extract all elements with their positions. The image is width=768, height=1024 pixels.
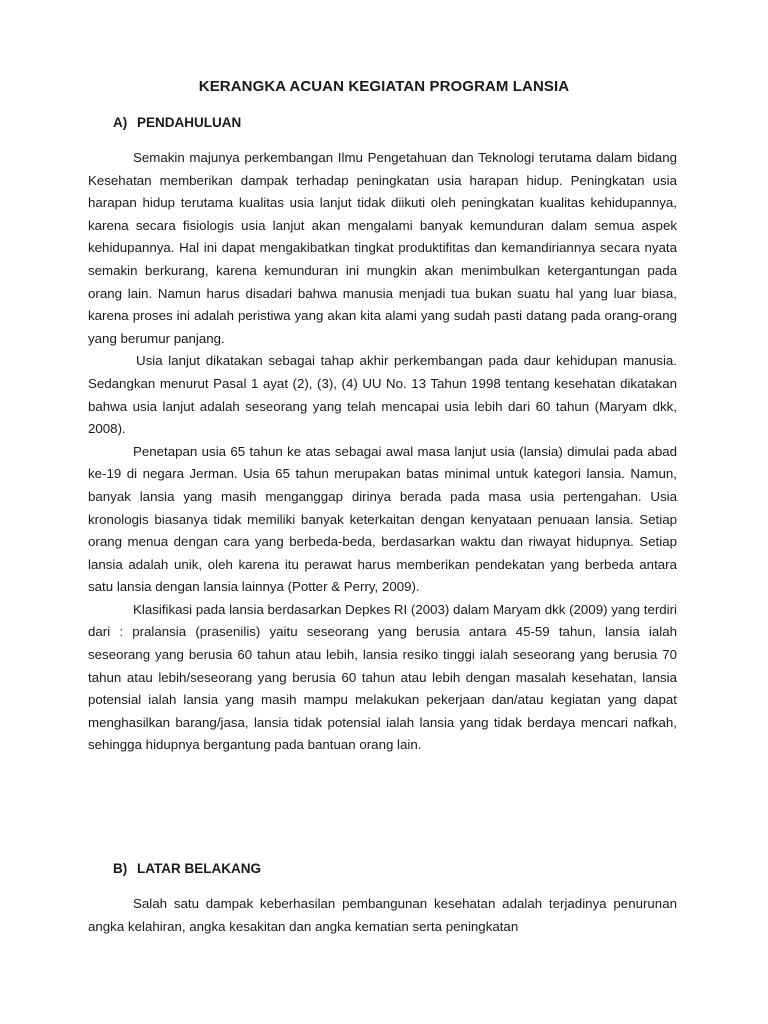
section-heading-pendahuluan bbox=[113, 115, 241, 130]
section-number: B) bbox=[113, 861, 128, 876]
paragraph: Semakin majunya perkembangan Ilmu Pengetahuan dan Teknologi terutama dalam bidang Kesehatan memberikan dampak terhadap peningkatan usia harapan hidup. Peningkatan usia harapan hidup terutama kualitas usia lanjut tidak diikuti oleh peningkatan kualitas kehidupannya, karena secara fisiologis usia lanjut akan mengalami banyak kemunduran dalam semua aspek kehidupannya. Hal ini dapat mengakibatkan tingkat produktifitas dan kemandiriannya secara nyata semakin berkurang, karena kemunduran ini mungkin akan menimbulkan ketergantungan pada orang lain. Namun harus disadari bahwa manusia menjadi tua bukan suatu hal yang luar biasa, karena proses ini adalah peristiwa yang akan kita alami yang sudah pasti datang pada orang-orang yang berumur panjang. bbox=[88, 150, 677, 346]
section-title: LATAR BELAKANG bbox=[137, 861, 261, 876]
paragraph: Usia lanjut dikatakan sebagai tahap akhir perkembangan pada daur kehidupan manusia. Sedangkan menurut Pasal 1 ayat (2), (3), (4) UU No. 13 Tahun 1998 tentang kesehatan dikatakan bahwa usia lanjut adalah seseorang yang telah mencapai usia lebih dari 60 tahun (Maryam dkk, 2008). bbox=[88, 353, 677, 437]
paragraph: Penetapan usia 65 tahun ke atas sebagai awal masa lanjut usia (lansia) dimulai pada abad ke-19 di negara Jerman. Usia 65 tahun merupakan batas minimal untuk kategori lansia. Namun, banyak lansia yang masih menganggap dirinya berada pada masa usia pertengahan. Usia kronologis biasanya tidak memiliki banyak keterkaitan dengan kenyataan penuaan lansia. Setiap orang menua dengan cara yang berbeda-beda, berdasarkan waktu dan riwayat hidupnya. Setiap lansia adalah unik, oleh karena itu perawat harus memberikan pendekatan yang berbeda antara satu lansia dengan lansia lainnya (Potter & Perry, 2009). bbox=[88, 443, 677, 595]
paragraph: Klasifikasi pada lansia berdasarkan Depkes RI (2003) dalam Maryam dkk (2009) yang terdiri dari : pralansia (prasenilis) yaitu seseorang yang berusia antara 45-59 tahun, lansia ialah seseorang yang berusia 60 tahun atau lebih, lansia resiko tinggi ialah seseorang yang berusia 70 tahun atau lebih/seseorang yang berusia 60 tahun atau lebih dengan masalah kesehatan, lansia potensial ialah lansia yang masih mampu melakukan pekerjaan dan/atau kegiatan yang dapat menghasilkan barang/jasa, lansia tidak potensial ialah lansia yang tidak berdaya mencari nafkah, sehingga hidupnya bergantung pada bantuan orang lain. bbox=[88, 601, 677, 753]
section-heading-latar-belakang bbox=[113, 861, 261, 876]
document-title: KERANGKA ACUAN KEGIATAN PROGRAM LANSIA bbox=[198, 78, 570, 95]
section-body-pendahuluan bbox=[88, 147, 677, 757]
section-number: A) bbox=[113, 115, 128, 130]
section-title: PENDAHULUAN bbox=[137, 115, 242, 130]
section-body-latar-belakang bbox=[88, 893, 677, 938]
paragraph: Salah satu dampak keberhasilan pembangunan kesehatan adalah terjadinya penurunan angka kelahiran, angka kesakitan dan angka kematian serta peningkatan bbox=[88, 896, 677, 934]
